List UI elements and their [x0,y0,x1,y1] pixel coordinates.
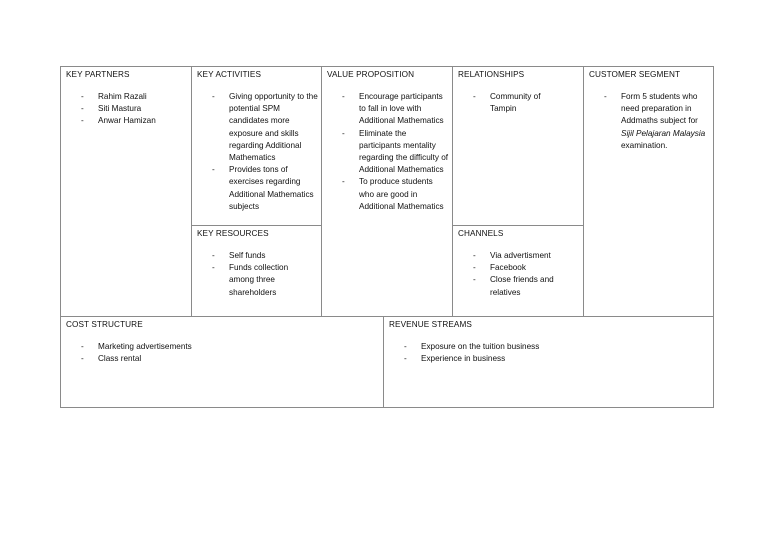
key-resources-title: KEY RESOURCES [197,229,269,238]
channels-title: CHANNELS [458,229,504,238]
key-activities-list [192,91,320,213]
list-item: - Encourage participants to fall in love with Additional Mathematics [322,91,450,128]
key-activities-title: KEY ACTIVITIES [197,70,262,79]
value-proposition-block [322,67,452,316]
customer-segment-title: CUSTOMER SEGMENT [589,70,681,79]
list-item: - Funds collection among three shareholders [192,262,302,299]
list-item: - Anwar Hamizan [61,115,189,127]
revenue-streams-block [384,317,713,407]
customer-segment-text-end: examination. [621,140,668,150]
customer-segment-italic: Sijil Pelajaran Malaysia [621,128,706,138]
border-bottom [60,407,714,408]
list-item: - Siti Mastura [61,103,189,115]
key-resources-list [192,250,302,299]
cost-structure-list [61,341,361,365]
key-partners-block [61,67,191,316]
value-proposition-list [322,91,450,213]
value-proposition-title: VALUE PROPOSITION [327,70,415,79]
revenue-streams-title: REVENUE STREAMS [389,320,472,329]
border-right [713,66,714,408]
list-item [584,91,712,152]
key-partners-list [61,91,189,128]
list-item: - Giving opportunity to the potential SPM candidates more exposure and skills regarding Additional Mathematics [192,91,320,164]
relationships-list [453,91,563,115]
list-item: - Self funds [192,250,302,262]
cost-structure-block [61,317,383,407]
customer-segment-list [584,91,712,152]
cost-structure-title: COST STRUCTURE [66,320,143,329]
list-item: - Eliminate the participants mentality regarding the difficulty of Additional Mathematics [322,128,450,177]
list-item: - Facebook [453,262,573,274]
list-item: - To produce students who are good in Additional Mathematics [322,176,450,213]
customer-segment-text: Form 5 students who need preparation in Addmaths subject for [621,92,698,126]
list-item: - Community of Tampin [453,91,563,115]
relationships-title: RELATIONSHIPS [458,70,525,79]
list-item: - Class rental [61,353,361,365]
key-partners-title: KEY PARTNERS [66,70,130,79]
list-item: - Via advertisment [453,250,573,262]
list-item: - Close friends and relatives [453,274,573,298]
channels-list [453,250,573,299]
list-item: - Experience in business [384,353,684,365]
list-item: - Exposure on the tuition business [384,341,684,353]
key-activities-block [192,67,321,225]
list-item: - Provides tons of exercises regarding Additional Mathematics subjects [192,164,320,213]
key-resources-block [192,226,321,316]
revenue-streams-list [384,341,684,365]
channels-block [453,226,583,316]
list-item: - Marketing advertisements [61,341,361,353]
relationships-block [453,67,583,225]
customer-segment-block [584,67,713,316]
list-item: - Rahim Razali [61,91,189,103]
